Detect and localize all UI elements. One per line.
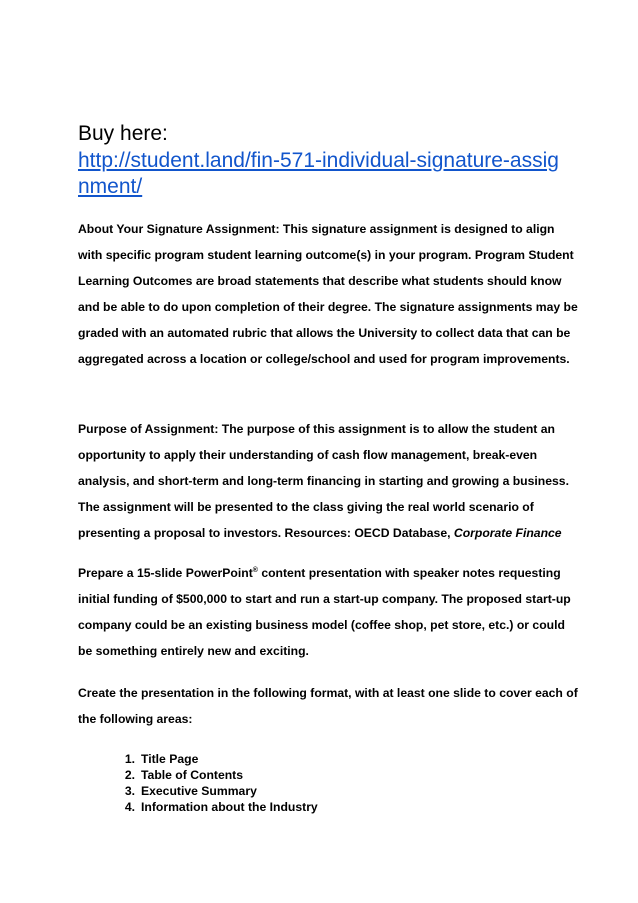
list-item-number: 2. <box>124 768 135 782</box>
corporate-finance-title: Corporate Finance <box>453 526 562 540</box>
list-item-label: Executive Summary <box>141 784 257 798</box>
prepare-text-end: content presentation with speaker notes requesting initial funding of $500,000 to start and run a start-up company. The proposed start-up company could be an existing business model (coffee shop, pet store, etc.) or could be something entirely new and exciting. <box>78 566 571 658</box>
purpose-paragraph <box>78 416 578 546</box>
create-paragraph: Create the presentation in the following format, with at least one slide to cover each of the following areas: <box>78 686 578 726</box>
prepare-paragraph <box>78 560 578 664</box>
registered-mark: ® <box>252 566 258 574</box>
list-item-label: Table of Contents <box>141 768 244 782</box>
purchase-link[interactable]: http://student.land/fin-571-individual-signature-assignment/ <box>78 149 559 198</box>
purpose-text: Purpose of Assignment: The purpose of this assignment is to allow the student an opportunity to apply their understanding of cash flow management, break-even analysis, and short-term and long-term financing in starting and growing a business. The assignment will be presented to the class giving the real world scenario of presenting a proposal to investors. Resources: OECD Database, <box>78 422 569 540</box>
list-item-number: 4. <box>124 800 135 814</box>
buy-here-label: Buy here: <box>78 122 168 145</box>
list-item-number: 1. <box>124 752 135 766</box>
list-item-label: Information about the Industry <box>141 800 318 814</box>
list-item <box>100 799 318 815</box>
list-item-label: Title Page <box>141 752 199 766</box>
presentation-outline-list <box>100 751 318 815</box>
list-item <box>100 751 318 767</box>
prepare-text-start: Prepare a 15-slide PowerPoint <box>78 566 253 580</box>
about-paragraph: About Your Signature Assignment: This signature assignment is designed to align with specific program student learning outcome(s) in your program. Program Student Learning Outcomes are broad statements that describe what students should know and be able to do upon completion of their degree. The signature assignments may be graded with an automated rubric that allows the University to collect data that can be aggregated across a location or college/school and used for program improvements. <box>78 222 578 366</box>
list-item <box>100 783 318 799</box>
list-item <box>100 767 318 783</box>
list-item-number: 3. <box>124 784 135 798</box>
